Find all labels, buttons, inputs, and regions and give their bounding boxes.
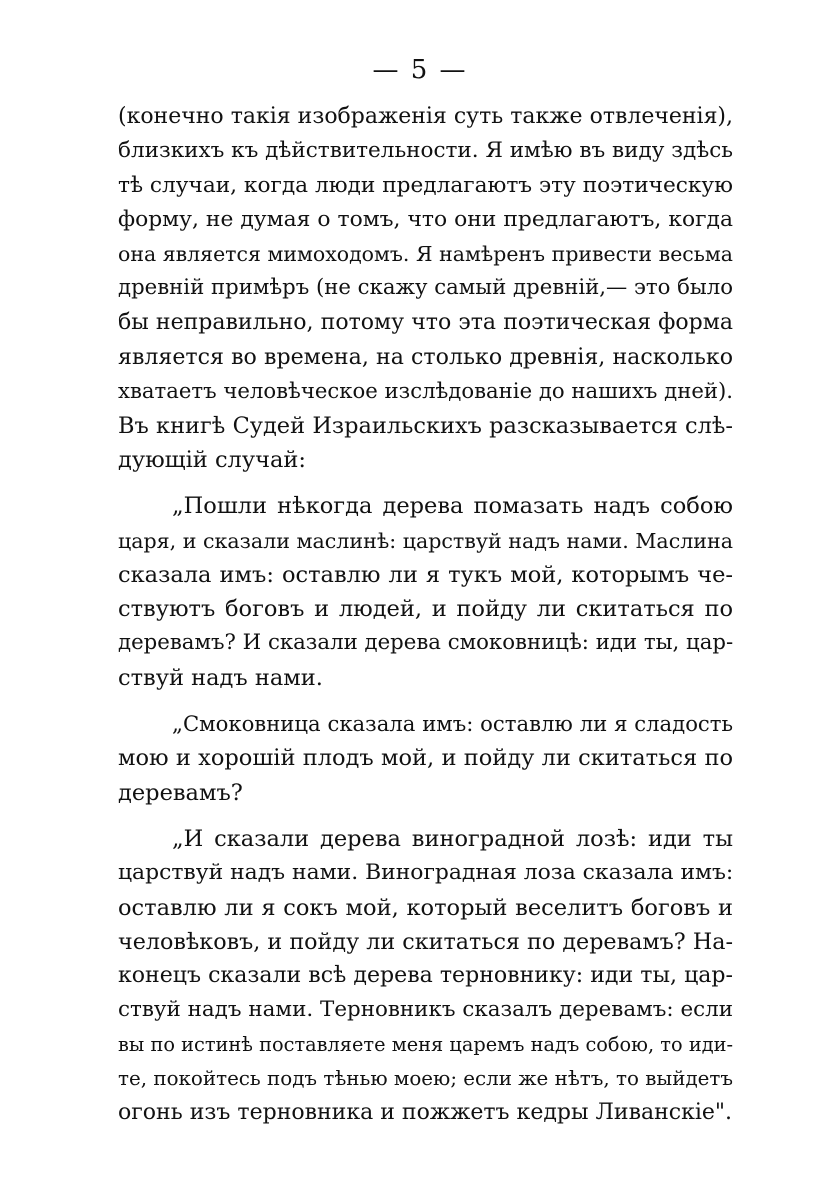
text-line: (конечно такія изображенія суть также отвлеченія), [118,104,733,129]
text-line: дующій случай: [118,446,306,473]
text-line: „Пошли нѣкогда дерева помазать надъ собою [172,493,733,520]
text-line: царствуй надъ нами. Виноградная лоза сказала имъ: [118,860,734,886]
text-line: тѣ случаи, когда люди предлагаютъ эту поэтическую [118,172,733,198]
text-line: „И сказали дерева виноградной лозѣ: иди ты [172,825,733,852]
text-line: огонь изъ терновника и пожжетъ кедры Ливанскіе". [118,1100,733,1126]
text-line: хватаетъ человѣческое изслѣдованіе до нашихъ дней). [118,378,733,404]
text-line: она является мимоходомъ. Я намѣренъ привести весьма [118,242,733,267]
text-line: царя, и сказали маслинѣ: царствуй надъ нами. Маслина [118,528,733,553]
text-line: „Смоковница сказала имъ: оставлю ли я сладость [172,711,733,737]
body-text [118,100,733,1131]
text-line: ствуютъ боговъ и людей, и пойду ли скитаться по [118,596,733,623]
text-line: сказала имъ: оставлю ли я тукъ мой, которымъ че- [118,561,733,588]
text-line: человѣковъ, и пойду ли скитаться по деревамъ? На- [118,928,733,955]
text-line: ствуй надъ нами. [118,664,323,691]
text-line: деревамъ? И сказали дерева смоковницѣ: иди ты, цар- [118,630,734,656]
paragraph [118,707,733,810]
text-line: близкихъ къ дѣйствительности. Я имѣю въ виду здѣсь [118,138,733,164]
paragraph [118,100,733,477]
page-number: — 5 — [372,55,468,85]
text-line: является во времена, на столько древнія, насколько [118,344,733,371]
text-line: древній примѣръ (не скажу самый древній,— это было [118,275,734,301]
text-line: бы неправильно, потому что эта поэтическая форма [118,309,733,335]
text-line: мою и хорошій плодъ мой, и пойду ли скитаться по [118,745,733,772]
text-line: вы по истинѣ поставляете меня царемъ надъ собою, то иди- [118,1032,733,1056]
text-line: конецъ сказали всѣ дерева терновнику: иди ты, цар- [118,963,733,989]
paragraph [118,489,733,695]
paragraph [118,822,733,1131]
text-line: деревамъ? [118,779,243,806]
text-line: ствуй надъ нами. Терновникъ сказалъ деревамъ: если [118,997,733,1023]
text-line: те, покойтесь подъ тѣнью моею; если же нѣтъ, то выйдетъ [118,1067,734,1091]
text-line: форму, не думая о томъ, что они предлагаютъ, когда [118,206,733,232]
text-line: оставлю ли я сокъ мой, который веселитъ боговъ и [118,894,733,921]
text-line: Въ книгѣ Судей Израильскихъ разсказывается слѣ- [118,412,733,439]
